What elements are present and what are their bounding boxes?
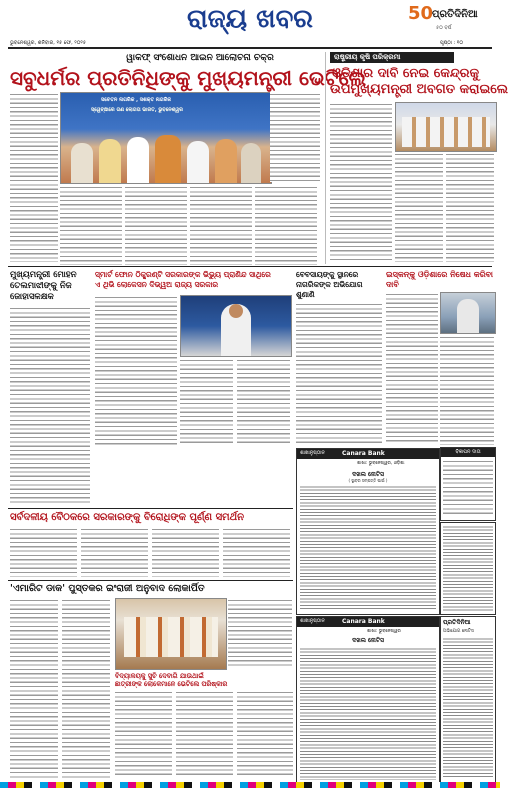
- col-separator: [325, 52, 326, 264]
- story3-headline-line2: ତେଲମାଝୀଙ୍କୁ ନିଜ: [10, 281, 72, 291]
- logo-text: ପ୍ରତିଦିନିଆ: [432, 9, 478, 20]
- canara-ad1-prefix: ଶାଖାନୁଷ୍ଠାନ: [300, 450, 325, 456]
- canara-ad2-body: [300, 647, 436, 780]
- story1-body-lower: [60, 185, 320, 265]
- story5-headline-line2: ନାଗରିକଙ୍କ ଅଭିଯୋଗ: [296, 280, 363, 289]
- pratidin-sub: ଅଭିଯୋଗ ନୋଟିସ: [443, 629, 474, 634]
- canara-ad1-branch: ଶାଖା: ଭୁବନେଶ୍ୱର, ଓଡ଼ିଶା: [357, 461, 405, 466]
- story7-headline: ସର୍ବଦଳୀୟ ବୈଠକରେ ସରକାରଙ୍କୁ ବିରୋଧିଙ୍କ ପୂର୍ଣ୍ଣ ସମର୍ଥନ: [10, 512, 244, 523]
- canara-ad1-title: ଦଖଲ ନୋଟିସ: [352, 471, 384, 478]
- story1-headline: ସବୁଧର୍ମର ପ୍ରତିନିଧିଙ୍କୁ ମୁଖ୍ୟମନ୍ତ୍ରୀ ଭେଟିଲେ: [10, 66, 366, 90]
- canara-ad1-body: [300, 485, 436, 611]
- story9-body: [115, 690, 293, 778]
- page-number: ପୃଷ୍ଠା : ୧୦: [440, 40, 463, 46]
- story9-headline-line1: ବିଦ୍ୟାଳୟକୁ ସୁଚି ଦେବାଗି ଯାଉଥାଇଁ: [115, 672, 204, 680]
- masthead: [0, 0, 500, 48]
- story8-body-right: [228, 598, 292, 668]
- story7-body: [10, 527, 292, 577]
- people-group: [71, 133, 261, 183]
- section-title: ରାଜ୍ୟ ଖବର: [186, 4, 314, 34]
- registration-bar: [0, 782, 500, 788]
- story2-body: [330, 102, 392, 262]
- canara-ad-2: [296, 616, 440, 784]
- canara-ad-1: [296, 448, 440, 615]
- logo-number: 50: [408, 3, 434, 24]
- story1-body-col1: [10, 92, 58, 262]
- logo-tagline: ୫୦ ବର୍ଷ: [436, 25, 452, 31]
- story8-headline: 'ଏମାରିଟ ଡାକ' ପୁସ୍ତକର ଇଂରାଜୀ ଅନୁବାଦ ଲୋକାର୍ପିତ: [10, 583, 205, 594]
- section-rule-3: [8, 580, 293, 581]
- notice-heading: ବିଜ୍ଞାପନ ଦାତା: [441, 448, 495, 457]
- story1-body-col2: [270, 92, 320, 182]
- story9-headline-line2: ଛାତ୍ରୀଙ୍କ ଲୋକେମାନେ ଭେଟିଲେ ପରିଷ୍କାର: [115, 680, 228, 688]
- story2-kicker: ରାଷ୍ଟ୍ରୀୟ କୃଷି ପରିକ୍ରମା: [330, 52, 454, 63]
- story5-body: [296, 302, 382, 446]
- story8-body-left: [10, 598, 112, 778]
- section-rule-1: [8, 266, 492, 267]
- story6-headline: ଇସ୍କନ୍କୁ ଓଡ଼ିଶାରେ ନିଷେଧ କରିବା ଦାବି: [386, 270, 493, 289]
- story2-headline-line2: ଉପମୁଖ୍ୟମନ୍ତ୍ରୀ ଅବଗତ କରାଇଲେ: [330, 82, 508, 97]
- pratidin-notice: [440, 616, 496, 784]
- story2-body-right: [395, 152, 495, 262]
- dateline: ଭୁବନେଶ୍ୱର, ଶନିବାର, ୧୫ ଫେ, ୨୦୨୫: [10, 40, 86, 46]
- story5-headline: [296, 270, 382, 300]
- canara-ad2-bank: Canara Bank: [342, 618, 385, 625]
- canara-ad2-branch: ଶାଖା: ଭୁବନେଶ୍ୱର: [367, 629, 401, 634]
- story8-photo: [115, 598, 227, 670]
- photo-banner: ସ୍ୱେଚ୍ଛାରେ ଗଣ ଲୋଗତା ଭାରତ, ଭୁବନେଶ୍ୱର: [91, 107, 183, 113]
- canara-ad2-header: [297, 617, 439, 627]
- story1-photo: [60, 92, 272, 184]
- story4-headline-line1: ସ୍ମାର୍ଟ ଫୋନ ଠିକ୍ପ୍ରଣ୍ଟି ସରକାରଙ୍କ ଭିଭ୍ୟୁ ପ୍ରାଣିନ୍ଦ ସାଥିରେ: [95, 270, 271, 279]
- story5-headline-line1: ବେବସାୟଙ୍କୁ ସ୍ଥାନରେ: [296, 270, 359, 279]
- story6-body-right: [440, 335, 494, 445]
- story5-headline-line3: ଶୁଣାଣି: [296, 290, 315, 299]
- canara-ad1-header: [297, 449, 439, 459]
- story2-headline-line1: ଓଡ଼ିଶାର ଦାବି ନେଇ କେନ୍ଦ୍ରକୁ: [332, 66, 480, 81]
- masthead-rule: [8, 47, 492, 49]
- notice-box: [440, 447, 496, 521]
- photo-caption: ସଚେତନ ନାଗରିକ , ସଶକ୍ତ ନାଗରିକ: [101, 97, 172, 103]
- story3-body: [10, 306, 90, 504]
- story4-photo: [180, 295, 292, 357]
- story3-headline: [10, 270, 90, 303]
- canara-ad2-prefix: ଶାଖାନୁଷ୍ଠାନ: [300, 618, 325, 624]
- story6-body: [386, 292, 438, 444]
- canara-ad1-sub: ( ସ୍ଥାବର ସମ୍ପତ୍ତି ପାଇଁ ): [348, 478, 388, 483]
- story2-photo: [395, 102, 497, 152]
- canara-ad1-bank: Canara Bank: [342, 450, 385, 457]
- story4-headline-line2: ଏ ଥିଭି ଲୋକେସନ ଦିଭ୍ୱଅ ରାଜ୍ୟ ସରକାର: [95, 280, 219, 289]
- story6-photo: [440, 292, 496, 334]
- paper-logo: [408, 3, 498, 39]
- pratidin-label: ପ୍ରତିଦିନିଆ: [443, 619, 471, 626]
- story3-headline-line1: ମୁଖ୍ୟମନ୍ତ୍ରୀ ମୋହନ: [10, 270, 77, 280]
- canara-ad2-title: ଦଖଲ ନୋଟିସ: [352, 637, 384, 644]
- ad-side-1: [440, 522, 496, 615]
- story4-body-left: [95, 295, 177, 445]
- story4-body-lower: [180, 358, 290, 446]
- story3-headline-line3: ଜୋହାସଳକ୍ଷକ: [10, 292, 54, 302]
- section-rule-2: [8, 508, 293, 509]
- story1-kicker: ୱାକଫ୍ ସଂଶୋଧନ ଆଇନ ଆଲୋଚନା ଚକ୍ର: [126, 53, 274, 63]
